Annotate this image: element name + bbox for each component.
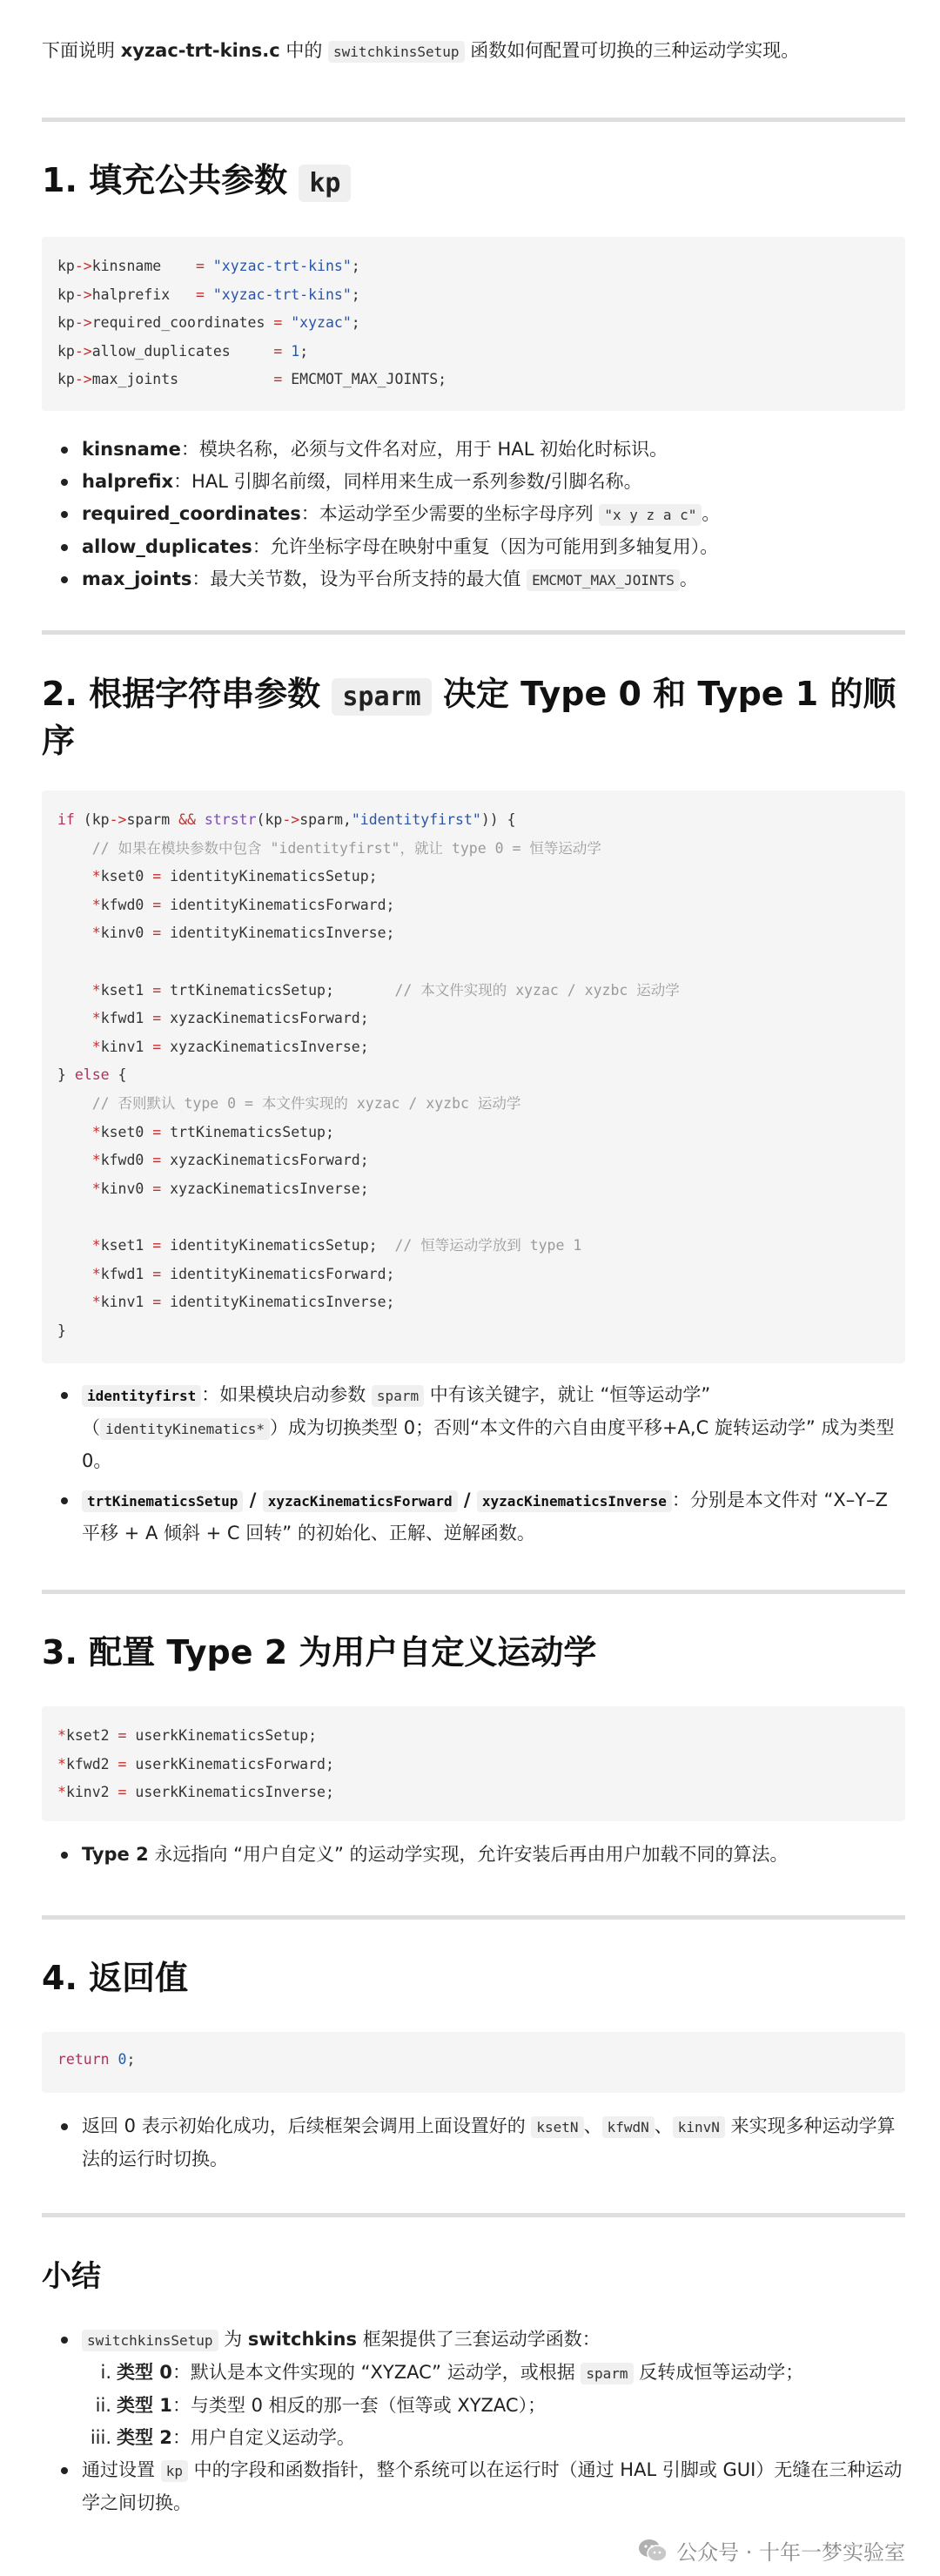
- item-text: ：如果模块启动参数: [201, 1384, 372, 1405]
- item-text: 。: [679, 568, 698, 589]
- code-line: *kfwd1 = xyzacKinematicsForward;: [91, 1010, 369, 1027]
- item-text: 永远指向 “用户自定义” 的运动学实现，允许安装后再由用户加载不同的算法。: [148, 1844, 789, 1865]
- code-line: *kinv2 = userkKinematicsInverse;: [57, 1784, 334, 1801]
- code-line: *kfwd1 = identityKinematicsForward;: [91, 1265, 395, 1282]
- code-line: *kfwd0 = identityKinematicsForward;: [91, 896, 395, 913]
- divider: [42, 2213, 905, 2217]
- inline-code: kinvN: [673, 2116, 725, 2138]
- code-line: kp->required_coordinates = "xyzac";: [57, 314, 360, 332]
- list-item: [82, 1484, 905, 1550]
- code-block-2: [42, 790, 905, 1363]
- summary-list: [42, 2324, 905, 2519]
- divider: [42, 1915, 905, 1920]
- term: 类型 1: [117, 2395, 172, 2416]
- item-text: ）成为切换类型 0；否则“本文件的六自由度平移+A,C 旋转运动学” 成为类型 0。: [82, 1417, 895, 1471]
- list-item: [82, 1839, 905, 1871]
- list-item: [82, 434, 905, 466]
- code-line: }: [57, 1322, 66, 1339]
- item-text: 、: [583, 2115, 602, 2136]
- intro-filename: xyzac-trt-kins.c: [120, 40, 280, 61]
- item-text: 来实现多种运动学算法的运行时切换。: [82, 2115, 896, 2169]
- heading-code: sparm: [332, 678, 431, 716]
- roman-numeral: iii.: [90, 2427, 111, 2448]
- inline-code: ksetN: [531, 2116, 583, 2138]
- section-4-heading: 4. 返回值: [42, 1959, 189, 1997]
- code-number: 0: [118, 2051, 127, 2068]
- inline-code: xyzacKinematicsInverse: [477, 1490, 672, 1512]
- item-text: ：HAL 引脚名前缀，同样用来生成一系列参数/引脚名称。: [173, 471, 642, 492]
- term: max_joints: [82, 568, 192, 589]
- code-line: } else {: [57, 1066, 127, 1084]
- item-text: ：用户自定义运动学。: [171, 2427, 355, 2448]
- wechat-icon: [638, 2538, 668, 2564]
- code-block-4: [42, 2032, 905, 2093]
- list-item: [82, 2454, 905, 2519]
- intro-func-code: switchkinsSetup: [328, 41, 465, 63]
- item-text: 。: [702, 503, 721, 524]
- item-text: ：模块名称，必须与文件名对应，用于 HAL 初始化时标识。: [180, 439, 668, 460]
- sub-item: [100, 2357, 905, 2390]
- code-line: *kinv1 = identityKinematicsInverse;: [91, 1294, 395, 1311]
- code-line: *kinv1 = xyzacKinematicsInverse;: [91, 1038, 369, 1055]
- section-1-list: [42, 434, 905, 596]
- section-2-list: [42, 1379, 905, 1550]
- code-line: kp->allow_duplicates = 1;: [57, 342, 309, 360]
- heading-text: 2. 根据字符串参数: [42, 675, 321, 713]
- code-line: *kfwd2 = userkKinematicsForward;: [57, 1755, 334, 1772]
- code-line: *kset2 = userkKinematicsSetup;: [57, 1727, 318, 1744]
- inline-code: xyzacKinematicsForward: [263, 1490, 458, 1512]
- divider: [42, 630, 905, 635]
- item-text: ：与类型 0 相反的那一套（恒等或 XYZAC）；: [171, 2395, 547, 2416]
- item-text: 通过设置: [82, 2459, 161, 2480]
- list-item: [82, 498, 905, 531]
- term: switchkins: [247, 2329, 358, 2350]
- inline-code: identityKinematics*: [100, 1418, 270, 1440]
- code-line: *kfwd0 = xyzacKinematicsForward;: [91, 1152, 369, 1169]
- summary-heading: 小结: [42, 2259, 101, 2294]
- sub-item: [95, 2390, 905, 2422]
- item-text: （: [82, 1417, 100, 1438]
- term: halprefix: [82, 471, 174, 492]
- term: 类型 0: [117, 2362, 172, 2383]
- inline-code: EMCMOT_MAX_JOINTS: [527, 569, 680, 591]
- section-3-heading: 3. 配置 Type 2 为用户自定义运动学: [42, 1633, 597, 1671]
- divider: [42, 1590, 905, 1594]
- code-block-1: [42, 237, 905, 411]
- code-line: *kset1 = identityKinematicsSetup; // 恒等运动学放到 type 1: [91, 1236, 582, 1254]
- item-text: 框架提供了三套运动学函数：: [357, 2329, 601, 2350]
- code-line: *kset1 = trtKinematicsSetup; // 本文件实现的 xyzac / xyzbc 运动学: [91, 981, 680, 999]
- code-line: *kset0 = identityKinematicsSetup;: [91, 868, 378, 885]
- item-text: 中有该关键字，就让 “恒等运动学”: [424, 1384, 711, 1405]
- list-item: [82, 2110, 905, 2176]
- item-text: ：允许坐标字母在映射中重复（因为可能用到多轴复用）。: [252, 536, 719, 557]
- code-line: // 否则默认 type 0 = 本文件实现的 xyzac / xyzbc 运动学: [91, 1094, 521, 1112]
- separator: /: [243, 1490, 263, 1510]
- item-text: 返回 0 表示初始化成功，后续框架会调用上面设置好的: [82, 2115, 532, 2136]
- code-keyword: return: [57, 2051, 110, 2068]
- inline-code: sparm: [581, 2363, 633, 2384]
- code-line: kp->halprefix = "xyzac-trt-kins";: [57, 286, 360, 303]
- list-item: [82, 563, 905, 596]
- term: allow_duplicates: [82, 536, 252, 557]
- code-line: if (kp->sparm && strstr(kp->sparm,"identityfirst")) {: [57, 811, 516, 828]
- list-item: [82, 466, 905, 498]
- code-line: kp->kinsname = "xyzac-trt-kins";: [57, 258, 360, 274]
- item-text: 为: [218, 2329, 248, 2350]
- code-line: kp->max_joints = EMCMOT_MAX_JOINTS;: [57, 371, 447, 388]
- term: Type 2: [82, 1844, 149, 1865]
- section-1-heading: [42, 158, 905, 205]
- item-text: ：分别是本文件对 “X–Y–Z 平移 + A 倾斜 + C 回转” 的初始化、正解、逆解函数。: [82, 1490, 888, 1544]
- roman-numeral: i.: [100, 2362, 111, 2383]
- watermark: [638, 2535, 905, 2566]
- code-block-3: [42, 1706, 905, 1821]
- sub-item: [90, 2422, 905, 2454]
- item-text: 中的字段和函数指针，整个系统可以在运行时（通过 HAL 引脚或 GUI）无缝在三种运动学之间切换。: [82, 2459, 903, 2513]
- inline-code: switchkinsSetup: [82, 2330, 218, 2351]
- intro-text: 中的: [279, 40, 329, 61]
- section-2-heading: [42, 672, 905, 763]
- list-item: [82, 531, 905, 563]
- intro-text: 下面说明: [42, 40, 121, 61]
- watermark-text: 公众号 · 十年一梦实验室: [676, 2540, 905, 2565]
- code-line: // 如果在模块参数中包含 "identityfirst"，就让 type 0 = 恒等运动学: [91, 839, 601, 857]
- code-punct: ;: [126, 2051, 136, 2068]
- term: 类型 2: [117, 2427, 172, 2448]
- inline-code: kp: [161, 2460, 188, 2482]
- heading-text: 决定 Type 0 和 Type 1 的顺序: [42, 675, 896, 760]
- intro-text: 函数如何配置可切换的三种运动学实现。: [464, 40, 800, 61]
- heading-code: kp: [299, 165, 351, 202]
- roman-numeral: ii.: [95, 2395, 111, 2416]
- term: kinsname: [82, 439, 181, 460]
- term: required_coordinates: [82, 503, 301, 524]
- inline-code: trtKinematicsSetup: [82, 1490, 243, 1512]
- code-line: *kinv0 = xyzacKinematicsInverse;: [91, 1180, 369, 1197]
- inline-code: sparm: [372, 1385, 424, 1407]
- summary-sublist: [82, 2357, 905, 2454]
- item-text: ：最大关节数，设为平台所支持的最大值: [191, 568, 527, 589]
- section-3-list: [42, 1839, 905, 1871]
- inline-code: identityfirst: [82, 1385, 201, 1407]
- divider: [42, 118, 905, 122]
- intro-paragraph: [42, 35, 799, 68]
- item-text: 、: [654, 2115, 673, 2136]
- item-text: ：默认是本文件实现的 “XYZAC” 运动学，或根据: [171, 2362, 581, 2383]
- code-line: *kset0 = trtKinematicsSetup;: [91, 1123, 334, 1140]
- item-text: 反转成恒等运动学；: [633, 2362, 804, 2383]
- section-4-list: [42, 2110, 905, 2176]
- list-item: [82, 2324, 905, 2454]
- code-line: *kinv0 = identityKinematicsInverse;: [91, 925, 395, 942]
- heading-text: 1. 填充公共参数: [42, 161, 288, 199]
- inline-code: kfwdN: [602, 2116, 655, 2138]
- list-item: [82, 1379, 905, 1477]
- inline-code: "x y z a c": [599, 504, 702, 526]
- item-text: ：本运动学至少需要的坐标字母序列: [300, 503, 600, 524]
- separator: /: [457, 1490, 477, 1510]
